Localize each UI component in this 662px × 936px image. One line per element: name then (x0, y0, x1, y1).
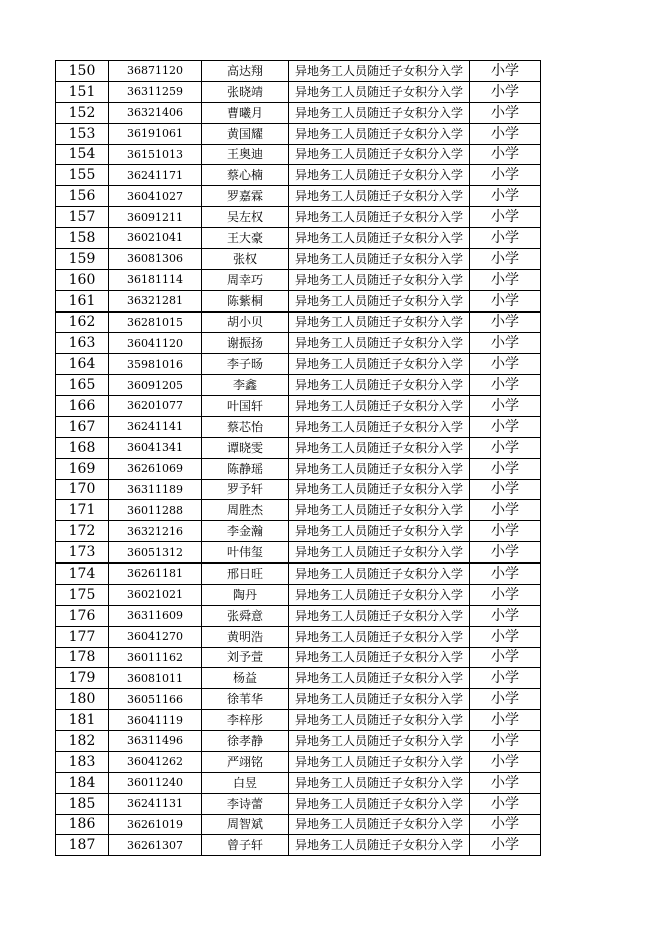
table-row (56, 396, 541, 417)
row-number-cell: 184 (56, 772, 109, 793)
enrollment-category-cell: 异地务工人员随迁子女积分入学 (289, 814, 470, 835)
applicant-id-cell: 36321281 (109, 290, 202, 311)
table-row (56, 793, 541, 814)
student-name-cell: 吴左权 (202, 207, 289, 228)
applicant-id-cell: 36281015 (109, 312, 202, 333)
school-level-cell: 小学 (470, 626, 541, 647)
table-row (56, 81, 541, 102)
student-name-cell: 李金瀚 (202, 521, 289, 542)
table-row (56, 144, 541, 165)
student-name-cell: 张权 (202, 248, 289, 269)
table-row (56, 290, 541, 311)
row-number-cell: 185 (56, 793, 109, 814)
enrollment-category-cell: 异地务工人员随迁子女积分入学 (289, 144, 470, 165)
school-level-cell: 小学 (470, 668, 541, 689)
student-name-cell: 谢振扬 (202, 333, 289, 354)
school-level-cell: 小学 (470, 793, 541, 814)
table-row (56, 207, 541, 228)
table-row (56, 500, 541, 521)
applicant-id-cell: 36261069 (109, 458, 202, 479)
student-name-cell: 曾子轩 (202, 835, 289, 856)
table-row (56, 312, 541, 333)
enrollment-category-cell: 异地务工人员随迁子女积分入学 (289, 228, 470, 249)
row-number-cell: 180 (56, 689, 109, 710)
student-name-cell: 王奥迪 (202, 144, 289, 165)
enrollment-category-cell: 异地务工人员随迁子女积分入学 (289, 248, 470, 269)
school-level-cell: 小学 (470, 186, 541, 207)
school-level-cell: 小学 (470, 751, 541, 772)
enrollment-category-cell: 异地务工人员随迁子女积分入学 (289, 772, 470, 793)
row-number-cell: 171 (56, 500, 109, 521)
enrollment-category-cell: 异地务工人员随迁子女积分入学 (289, 689, 470, 710)
enrollment-category-cell: 异地务工人员随迁子女积分入学 (289, 165, 470, 186)
school-level-cell: 小学 (470, 333, 541, 354)
applicant-id-cell: 36051166 (109, 689, 202, 710)
student-name-cell: 高达翔 (202, 61, 289, 82)
school-level-cell: 小学 (470, 269, 541, 290)
row-number-cell: 168 (56, 437, 109, 458)
enrollment-category-cell: 异地务工人员随迁子女积分入学 (289, 626, 470, 647)
enrollment-category-cell: 异地务工人员随迁子女积分入学 (289, 710, 470, 731)
school-level-cell: 小学 (470, 731, 541, 752)
table-row (56, 416, 541, 437)
enrollment-category-cell: 异地务工人员随迁子女积分入学 (289, 333, 470, 354)
school-level-cell: 小学 (470, 437, 541, 458)
enrollment-category-cell: 异地务工人员随迁子女积分入学 (289, 375, 470, 396)
row-number-cell: 159 (56, 248, 109, 269)
row-number-cell: 151 (56, 81, 109, 102)
school-level-cell: 小学 (470, 290, 541, 311)
table-row (56, 123, 541, 144)
school-level-cell: 小学 (470, 563, 541, 584)
row-number-cell: 160 (56, 269, 109, 290)
enrollment-category-cell: 异地务工人员随迁子女积分入学 (289, 668, 470, 689)
row-number-cell: 186 (56, 814, 109, 835)
table-row (56, 333, 541, 354)
table-row (56, 772, 541, 793)
table-row (56, 710, 541, 731)
row-number-cell: 150 (56, 61, 109, 82)
enrollment-category-cell: 异地务工人员随迁子女积分入学 (289, 81, 470, 102)
row-number-cell: 162 (56, 312, 109, 333)
row-number-cell: 154 (56, 144, 109, 165)
table-row (56, 269, 541, 290)
student-name-cell: 叶国轩 (202, 396, 289, 417)
table-row (56, 563, 541, 584)
school-level-cell: 小学 (470, 375, 541, 396)
table-row (56, 626, 541, 647)
school-level-cell: 小学 (470, 814, 541, 835)
enrollment-category-cell: 异地务工人员随迁子女积分入学 (289, 290, 470, 311)
table-row (56, 186, 541, 207)
table-row (56, 61, 541, 82)
row-number-cell: 163 (56, 333, 109, 354)
student-name-cell: 罗予轩 (202, 479, 289, 500)
applicant-id-cell: 36041341 (109, 437, 202, 458)
school-level-cell: 小学 (470, 710, 541, 731)
table-row (56, 375, 541, 396)
table-row (56, 668, 541, 689)
student-name-cell: 严翊铭 (202, 751, 289, 772)
student-name-cell: 周智斌 (202, 814, 289, 835)
table-row (56, 647, 541, 668)
student-name-cell: 刘予萱 (202, 647, 289, 668)
student-name-cell: 徐孝静 (202, 731, 289, 752)
student-name-cell: 叶伟玺 (202, 542, 289, 563)
row-number-cell: 164 (56, 354, 109, 375)
table-row (56, 605, 541, 626)
applicant-id-cell: 36241131 (109, 793, 202, 814)
enrollment-category-cell: 异地务工人员随迁子女积分入学 (289, 269, 470, 290)
table-row (56, 354, 541, 375)
table-row (56, 584, 541, 605)
student-name-cell: 谭晓雯 (202, 437, 289, 458)
school-level-cell: 小学 (470, 542, 541, 563)
school-level-cell: 小学 (470, 228, 541, 249)
school-level-cell: 小学 (470, 772, 541, 793)
row-number-cell: 182 (56, 731, 109, 752)
table-row (56, 835, 541, 856)
school-level-cell: 小学 (470, 396, 541, 417)
applicant-id-cell: 36091211 (109, 207, 202, 228)
row-number-cell: 175 (56, 584, 109, 605)
row-number-cell: 166 (56, 396, 109, 417)
school-level-cell: 小学 (470, 647, 541, 668)
applicant-id-cell: 36011288 (109, 500, 202, 521)
student-name-cell: 陈静瑶 (202, 458, 289, 479)
student-name-cell: 白昱 (202, 772, 289, 793)
applicant-id-cell: 36021021 (109, 584, 202, 605)
student-name-cell: 曹曦月 (202, 102, 289, 123)
table-row (56, 228, 541, 249)
school-level-cell: 小学 (470, 102, 541, 123)
student-name-cell: 周胜杰 (202, 500, 289, 521)
applicant-id-cell: 36311259 (109, 81, 202, 102)
applicant-id-cell: 35981016 (109, 354, 202, 375)
table-row (56, 814, 541, 835)
row-number-cell: 170 (56, 479, 109, 500)
enrollment-category-cell: 异地务工人员随迁子女积分入学 (289, 458, 470, 479)
student-name-cell: 李诗蕾 (202, 793, 289, 814)
applicant-id-cell: 36011240 (109, 772, 202, 793)
applicant-id-cell: 36081011 (109, 668, 202, 689)
row-number-cell: 158 (56, 228, 109, 249)
row-number-cell: 157 (56, 207, 109, 228)
applicant-id-cell: 36091205 (109, 375, 202, 396)
enrollment-category-cell: 异地务工人员随迁子女积分入学 (289, 479, 470, 500)
enrollment-category-cell: 异地务工人员随迁子女积分入学 (289, 416, 470, 437)
student-name-cell: 蔡芯怡 (202, 416, 289, 437)
student-name-cell: 王大豪 (202, 228, 289, 249)
applicant-id-cell: 36311189 (109, 479, 202, 500)
row-number-cell: 178 (56, 647, 109, 668)
enrollment-category-cell: 异地务工人员随迁子女积分入学 (289, 186, 470, 207)
enrollment-category-cell: 异地务工人员随迁子女积分入学 (289, 584, 470, 605)
student-name-cell: 张晓靖 (202, 81, 289, 102)
enrollment-category-cell: 异地务工人员随迁子女积分入学 (289, 207, 470, 228)
row-number-cell: 181 (56, 710, 109, 731)
applicant-id-cell: 36261181 (109, 563, 202, 584)
student-name-cell: 邢日旺 (202, 563, 289, 584)
row-number-cell: 176 (56, 605, 109, 626)
row-number-cell: 179 (56, 668, 109, 689)
applicant-id-cell: 36241141 (109, 416, 202, 437)
applicant-id-cell: 36041262 (109, 751, 202, 772)
applicant-id-cell: 36051312 (109, 542, 202, 563)
row-number-cell: 169 (56, 458, 109, 479)
school-level-cell: 小学 (470, 61, 541, 82)
table-row (56, 458, 541, 479)
school-level-cell: 小学 (470, 605, 541, 626)
applicant-id-cell: 36261019 (109, 814, 202, 835)
school-level-cell: 小学 (470, 81, 541, 102)
enrollment-category-cell: 异地务工人员随迁子女积分入学 (289, 542, 470, 563)
applicant-id-cell: 36021041 (109, 228, 202, 249)
student-name-cell: 胡小贝 (202, 312, 289, 333)
enrollment-category-cell: 异地务工人员随迁子女积分入学 (289, 123, 470, 144)
student-name-cell: 杨益 (202, 668, 289, 689)
enrollment-category-cell: 异地务工人员随迁子女积分入学 (289, 500, 470, 521)
school-level-cell: 小学 (470, 689, 541, 710)
table-row (56, 521, 541, 542)
school-level-cell: 小学 (470, 165, 541, 186)
applicant-id-cell: 36261307 (109, 835, 202, 856)
student-name-cell: 蔡心楠 (202, 165, 289, 186)
school-level-cell: 小学 (470, 500, 541, 521)
student-name-cell: 陈紫桐 (202, 290, 289, 311)
row-number-cell: 152 (56, 102, 109, 123)
enrollment-category-cell: 异地务工人员随迁子女积分入学 (289, 835, 470, 856)
enrollment-category-cell: 异地务工人员随迁子女积分入学 (289, 521, 470, 542)
applicant-id-cell: 36311609 (109, 605, 202, 626)
applicant-id-cell: 36321406 (109, 102, 202, 123)
row-number-cell: 173 (56, 542, 109, 563)
applicant-id-cell: 36151013 (109, 144, 202, 165)
enrollment-category-cell: 异地务工人员随迁子女积分入学 (289, 102, 470, 123)
school-level-cell: 小学 (470, 521, 541, 542)
applicant-id-cell: 36191061 (109, 123, 202, 144)
applicant-id-cell: 36201077 (109, 396, 202, 417)
enrollment-category-cell: 异地务工人员随迁子女积分入学 (289, 605, 470, 626)
student-name-cell: 黄国耀 (202, 123, 289, 144)
applicant-id-cell: 36081306 (109, 248, 202, 269)
school-level-cell: 小学 (470, 248, 541, 269)
applicant-id-cell: 36041119 (109, 710, 202, 731)
school-level-cell: 小学 (470, 835, 541, 856)
applicant-id-cell: 36041120 (109, 333, 202, 354)
school-level-cell: 小学 (470, 207, 541, 228)
table-row (56, 102, 541, 123)
row-number-cell: 165 (56, 375, 109, 396)
row-number-cell: 174 (56, 563, 109, 584)
student-name-cell: 罗嘉霖 (202, 186, 289, 207)
applicant-id-cell: 36041027 (109, 186, 202, 207)
enrollment-category-cell: 异地务工人员随迁子女积分入学 (289, 731, 470, 752)
table-row (56, 437, 541, 458)
row-number-cell: 155 (56, 165, 109, 186)
table-row (56, 479, 541, 500)
row-number-cell: 172 (56, 521, 109, 542)
row-number-cell: 153 (56, 123, 109, 144)
row-number-cell: 183 (56, 751, 109, 772)
enrollment-table (55, 60, 541, 856)
enrollment-category-cell: 异地务工人员随迁子女积分入学 (289, 312, 470, 333)
row-number-cell: 161 (56, 290, 109, 311)
applicant-id-cell: 36871120 (109, 61, 202, 82)
table-row (56, 542, 541, 563)
applicant-id-cell: 36321216 (109, 521, 202, 542)
enrollment-category-cell: 异地务工人员随迁子女积分入学 (289, 396, 470, 417)
row-number-cell: 177 (56, 626, 109, 647)
row-number-cell: 167 (56, 416, 109, 437)
row-number-cell: 156 (56, 186, 109, 207)
school-level-cell: 小学 (470, 416, 541, 437)
student-name-cell: 李鑫 (202, 375, 289, 396)
table-row (56, 165, 541, 186)
school-level-cell: 小学 (470, 144, 541, 165)
student-name-cell: 李梓彤 (202, 710, 289, 731)
school-level-cell: 小学 (470, 458, 541, 479)
table-row (56, 248, 541, 269)
student-name-cell: 李子旸 (202, 354, 289, 375)
table-row (56, 731, 541, 752)
enrollment-category-cell: 异地务工人员随迁子女积分入学 (289, 563, 470, 584)
enrollment-category-cell: 异地务工人员随迁子女积分入学 (289, 793, 470, 814)
applicant-id-cell: 36241171 (109, 165, 202, 186)
student-name-cell: 陶丹 (202, 584, 289, 605)
enrollment-category-cell: 异地务工人员随迁子女积分入学 (289, 751, 470, 772)
enrollment-category-cell: 异地务工人员随迁子女积分入学 (289, 647, 470, 668)
student-name-cell: 张舜意 (202, 605, 289, 626)
school-level-cell: 小学 (470, 312, 541, 333)
student-name-cell: 黄明浩 (202, 626, 289, 647)
school-level-cell: 小学 (470, 479, 541, 500)
row-number-cell: 187 (56, 835, 109, 856)
applicant-id-cell: 36181114 (109, 269, 202, 290)
enrollment-category-cell: 异地务工人员随迁子女积分入学 (289, 354, 470, 375)
table-row (56, 689, 541, 710)
enrollment-category-cell: 异地务工人员随迁子女积分入学 (289, 437, 470, 458)
student-name-cell: 徐苇华 (202, 689, 289, 710)
applicant-id-cell: 36311496 (109, 731, 202, 752)
school-level-cell: 小学 (470, 584, 541, 605)
school-level-cell: 小学 (470, 354, 541, 375)
table-row (56, 751, 541, 772)
table-body (56, 61, 541, 856)
school-level-cell: 小学 (470, 123, 541, 144)
applicant-id-cell: 36041270 (109, 626, 202, 647)
student-name-cell: 周幸巧 (202, 269, 289, 290)
applicant-id-cell: 36011162 (109, 647, 202, 668)
enrollment-category-cell: 异地务工人员随迁子女积分入学 (289, 61, 470, 82)
